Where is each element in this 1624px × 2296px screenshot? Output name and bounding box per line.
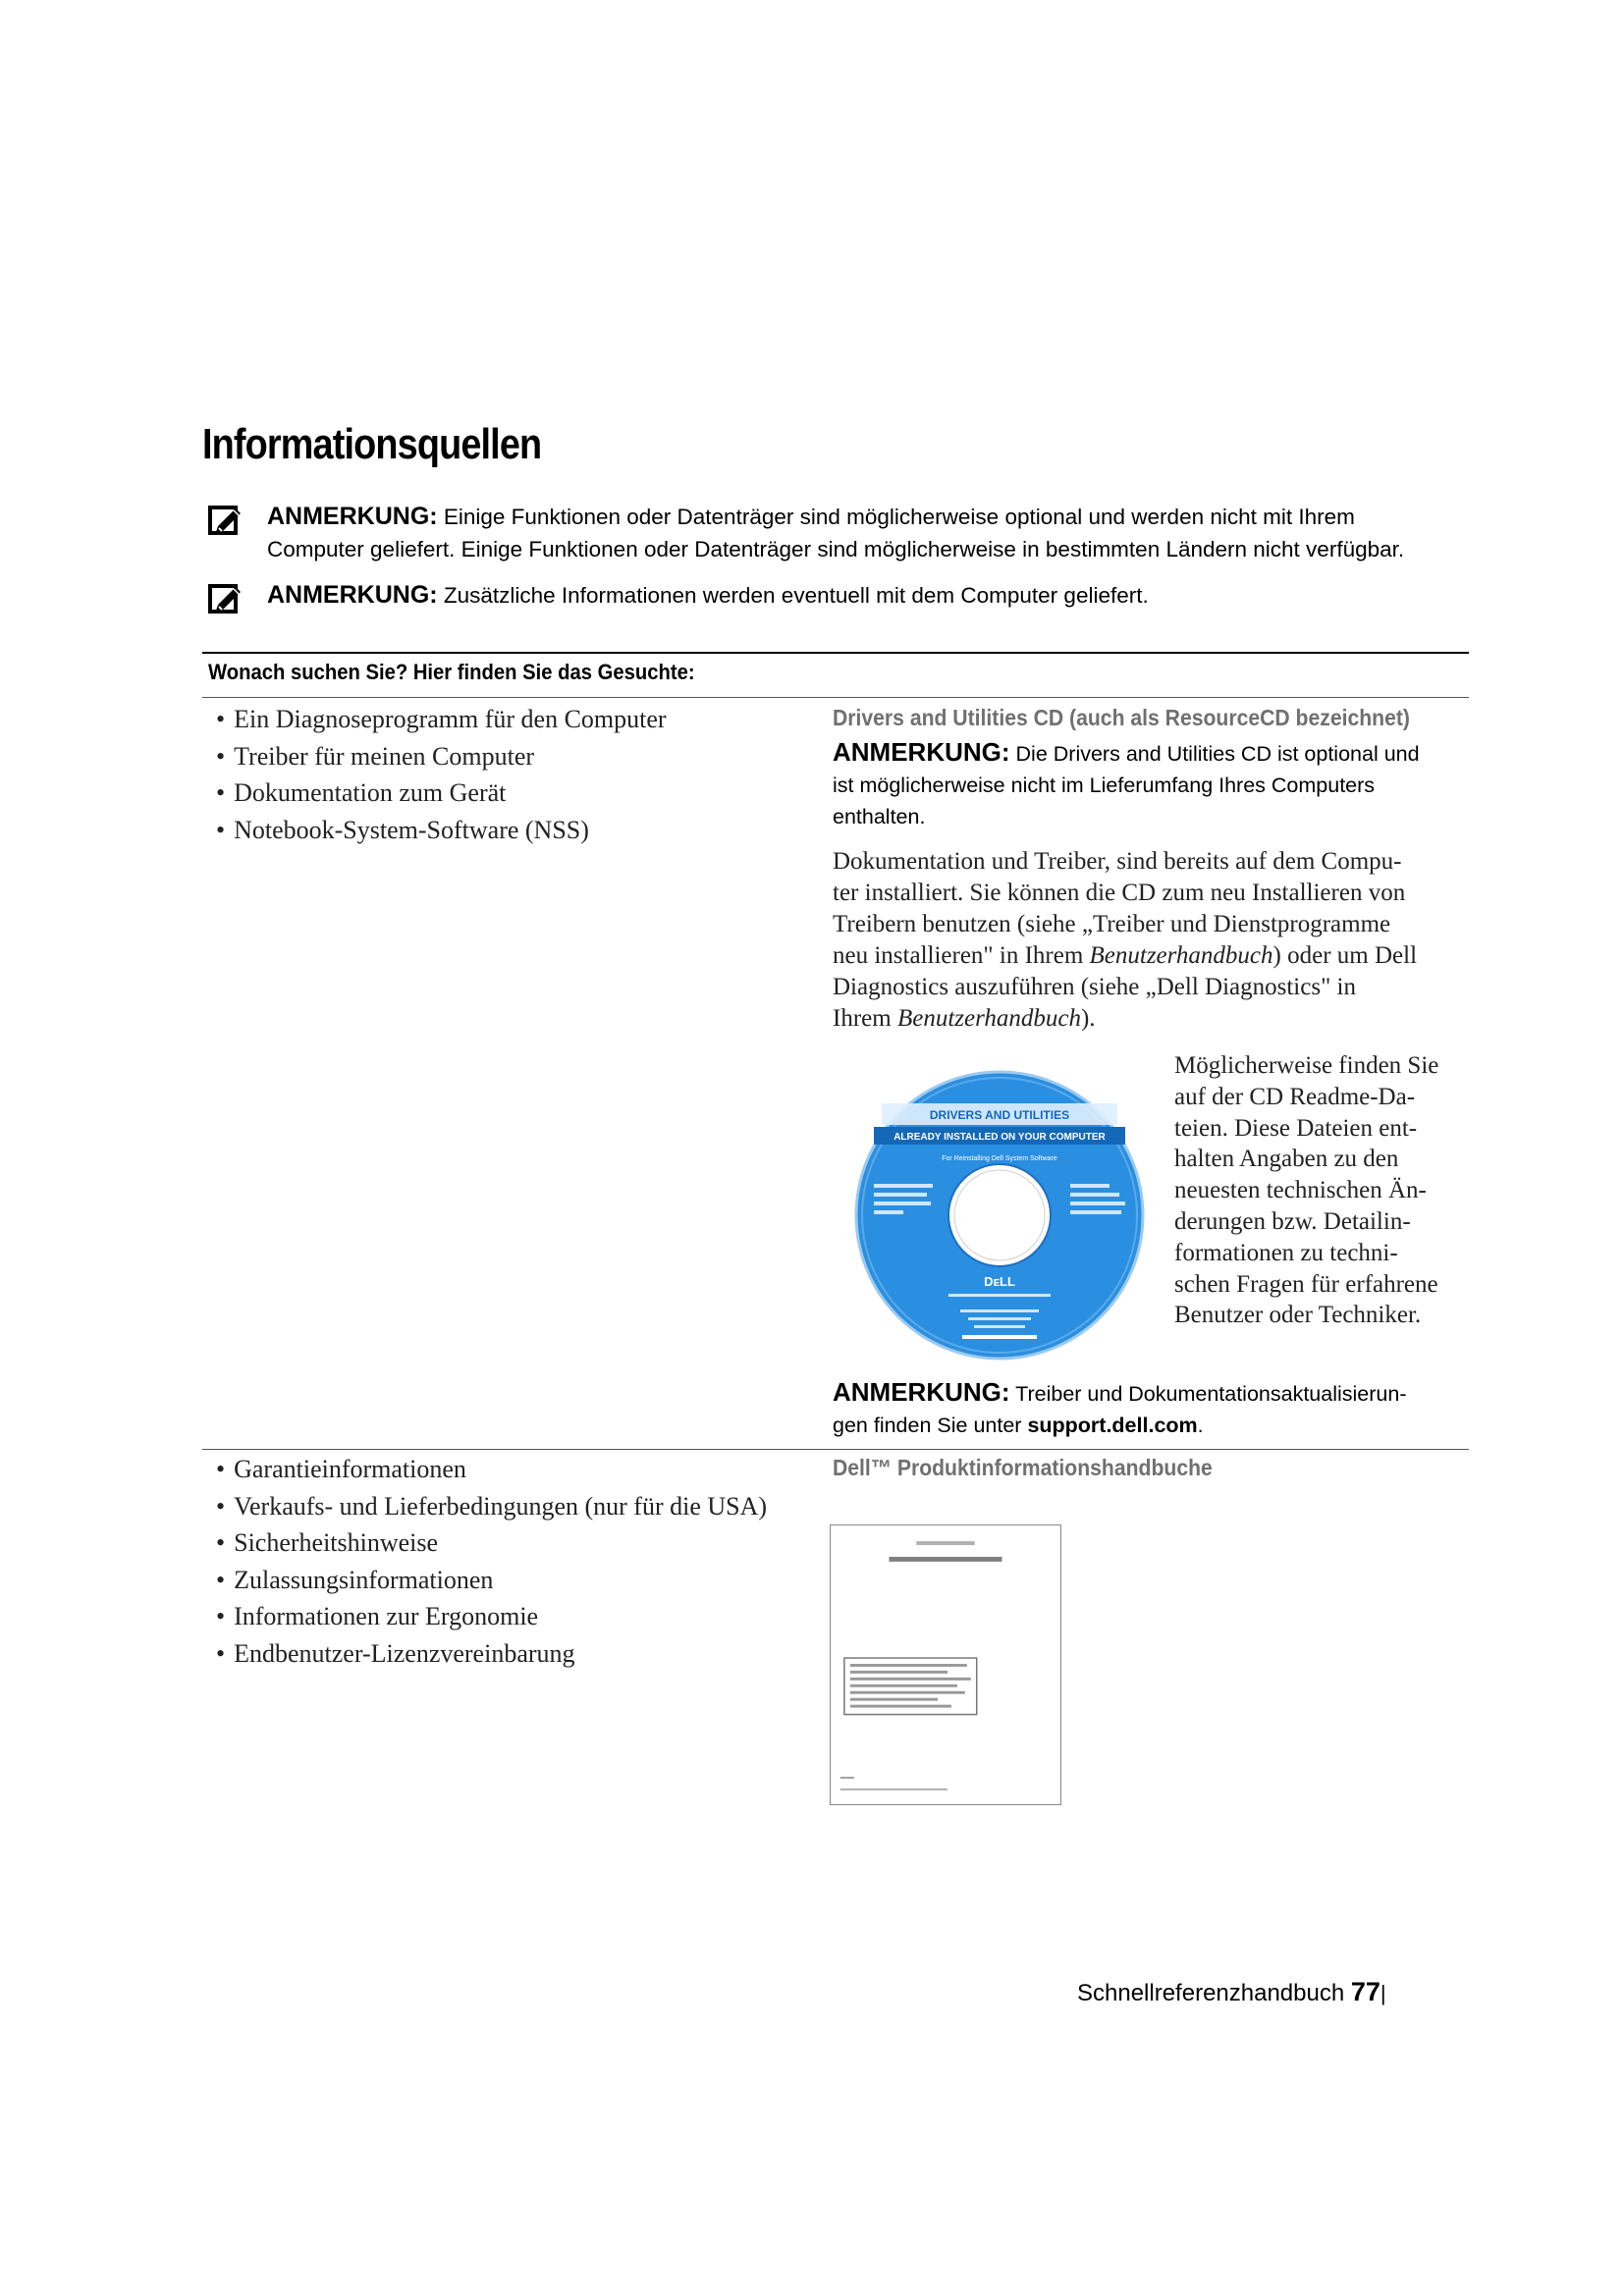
- driver-update-note-period: .: [1197, 1414, 1204, 1437]
- side-text-line: formationen zu techni-: [1174, 1239, 1398, 1266]
- list-item: • Zulassungsinformationen: [216, 1562, 767, 1599]
- driver-update-note-label: ANMERKUNG:: [833, 1377, 1010, 1407]
- description-line: Treibern benutzen (siehe „Treiber und Dienstprogramme: [833, 911, 1391, 937]
- svg-text:DᴇLL: DᴇLL: [984, 1274, 1015, 1289]
- side-text-line: schen Fragen für erfahrene: [1174, 1270, 1438, 1298]
- description-line: Ihrem: [833, 1005, 897, 1032]
- list-item: • Endbenutzer-Lizenzvereinbarung: [216, 1635, 767, 1673]
- description-line: ).: [1080, 1005, 1096, 1032]
- readme-side-text: [1174, 1050, 1479, 1331]
- drivers-cd-note-label: ANMERKUNG:: [833, 737, 1010, 767]
- list-item: • Notebook-System-Software (NSS): [216, 812, 667, 849]
- drivers-cd-description: [833, 846, 1473, 1035]
- list-item: • Treiber für meinen Computer: [216, 738, 667, 775]
- user-guide-italic: Benutzerhandbuch: [896, 1005, 1081, 1032]
- drivers-cd-note-line-3: enthalten.: [833, 805, 926, 828]
- svg-text:DRIVERS AND UTILITIES: DRIVERS AND UTILITIES: [929, 1108, 1070, 1122]
- note-1-text-2: Computer geliefert. Einige Funktionen oder Datenträger sind möglicherweise in bestimmten Ländern nicht verfügbar.: [267, 537, 1405, 561]
- table-header-rule: [202, 697, 1469, 698]
- svg-text:For Reinstalling Dell System S: For Reinstalling Dell System Software: [942, 1155, 1057, 1162]
- side-text-line: neuesten technischen Än-: [1174, 1177, 1427, 1204]
- side-text-line: teien. Diese Dateien ent-: [1174, 1114, 1418, 1142]
- drivers-cd-note: [833, 736, 1481, 832]
- page-number: 77: [1350, 1977, 1380, 2006]
- note-1-text: Einige Funktionen oder Datenträger sind möglicherweise optional und werden nicht mit Ihrem: [443, 505, 1355, 529]
- footer-separator: |: [1380, 1981, 1386, 2005]
- page-footer: [1077, 1977, 1386, 2007]
- list-item: • Sicherheitshinweise: [216, 1524, 767, 1562]
- side-text-line: Benutzer oder Techniker.: [1174, 1302, 1422, 1329]
- driver-update-note-line-1: Treiber und Dokumentationsaktualisierun-: [1015, 1382, 1407, 1406]
- page-title: Informationsquellen: [202, 420, 542, 468]
- list-item: • Informationen zur Ergonomie: [216, 1598, 767, 1635]
- drivers-cd-note-line-2: ist möglicherweise nicht im Lieferumfang Ihres Computers: [833, 774, 1376, 797]
- pencil-note-icon: [206, 503, 245, 542]
- pencil-note-icon: [206, 581, 245, 620]
- table-header: Wonach suchen Sie? Hier finden Sie das Gesuchte:: [208, 660, 695, 684]
- description-line: ) oder um Dell: [1272, 942, 1418, 969]
- note-2: [202, 579, 1469, 618]
- footer-label: Schnellreferenzhandbuch: [1077, 1980, 1345, 2006]
- row-divider: [202, 1449, 1469, 1450]
- side-text-line: auf der CD Readme-Da-: [1174, 1083, 1416, 1110]
- row-2-bullet-list: [216, 1451, 767, 1672]
- drivers-cd-note-line-1: Die Drivers and Utilities CD ist optional und: [1015, 742, 1420, 766]
- resource-title-product-guide: Dell™ Produktinformationshandbuche: [833, 1455, 1213, 1480]
- product-guide-image: [830, 1524, 1061, 1805]
- driver-update-note-line-2: gen finden Sie unter: [833, 1414, 1028, 1437]
- note-2-text: Zusätzliche Informationen werden eventuell mit dem Computer geliefert.: [443, 583, 1149, 608]
- user-guide-italic: Benutzerhandbuch: [1089, 942, 1273, 969]
- description-line: ter installiert. Sie können die CD zum neu Installieren von: [833, 880, 1406, 906]
- row-1-bullet-list: [216, 701, 667, 848]
- side-text-line: Möglicherweise finden Sie: [1174, 1052, 1439, 1079]
- list-item: • Verkaufs- und Lieferbedingungen (nur für die USA): [216, 1488, 767, 1525]
- note-1-label: ANMERKUNG:: [267, 503, 438, 530]
- description-line: neu installieren" in Ihrem: [833, 942, 1090, 969]
- note-1: [202, 501, 1469, 569]
- list-item: • Ein Diagnoseprogramm für den Computer: [216, 701, 667, 738]
- drivers-cd-image: [852, 1068, 1147, 1362]
- list-item: • Garantieinformationen: [216, 1451, 767, 1488]
- side-text-line: halten Angaben zu den: [1174, 1146, 1399, 1173]
- table-top-rule: [202, 652, 1469, 654]
- description-line: Diagnostics auszuführen (siehe „Dell Diagnostics" in: [833, 974, 1356, 1000]
- side-text-line: derungen bzw. Detailin-: [1174, 1207, 1411, 1235]
- resource-title-drivers-cd: Drivers and Utilities CD (auch als ResourceCD bezeichnet): [833, 705, 1410, 730]
- description-line: Dokumentation und Treiber, sind bereits auf dem Compu-: [833, 848, 1402, 875]
- note-2-label: ANMERKUNG:: [267, 581, 438, 609]
- support-link[interactable]: support.dell.com: [1027, 1414, 1198, 1437]
- svg-text:ALREADY INSTALLED ON YOUR COMP: ALREADY INSTALLED ON YOUR COMPUTER: [893, 1132, 1106, 1143]
- list-item: • Dokumentation zum Gerät: [216, 774, 667, 812]
- driver-update-note: [833, 1376, 1481, 1441]
